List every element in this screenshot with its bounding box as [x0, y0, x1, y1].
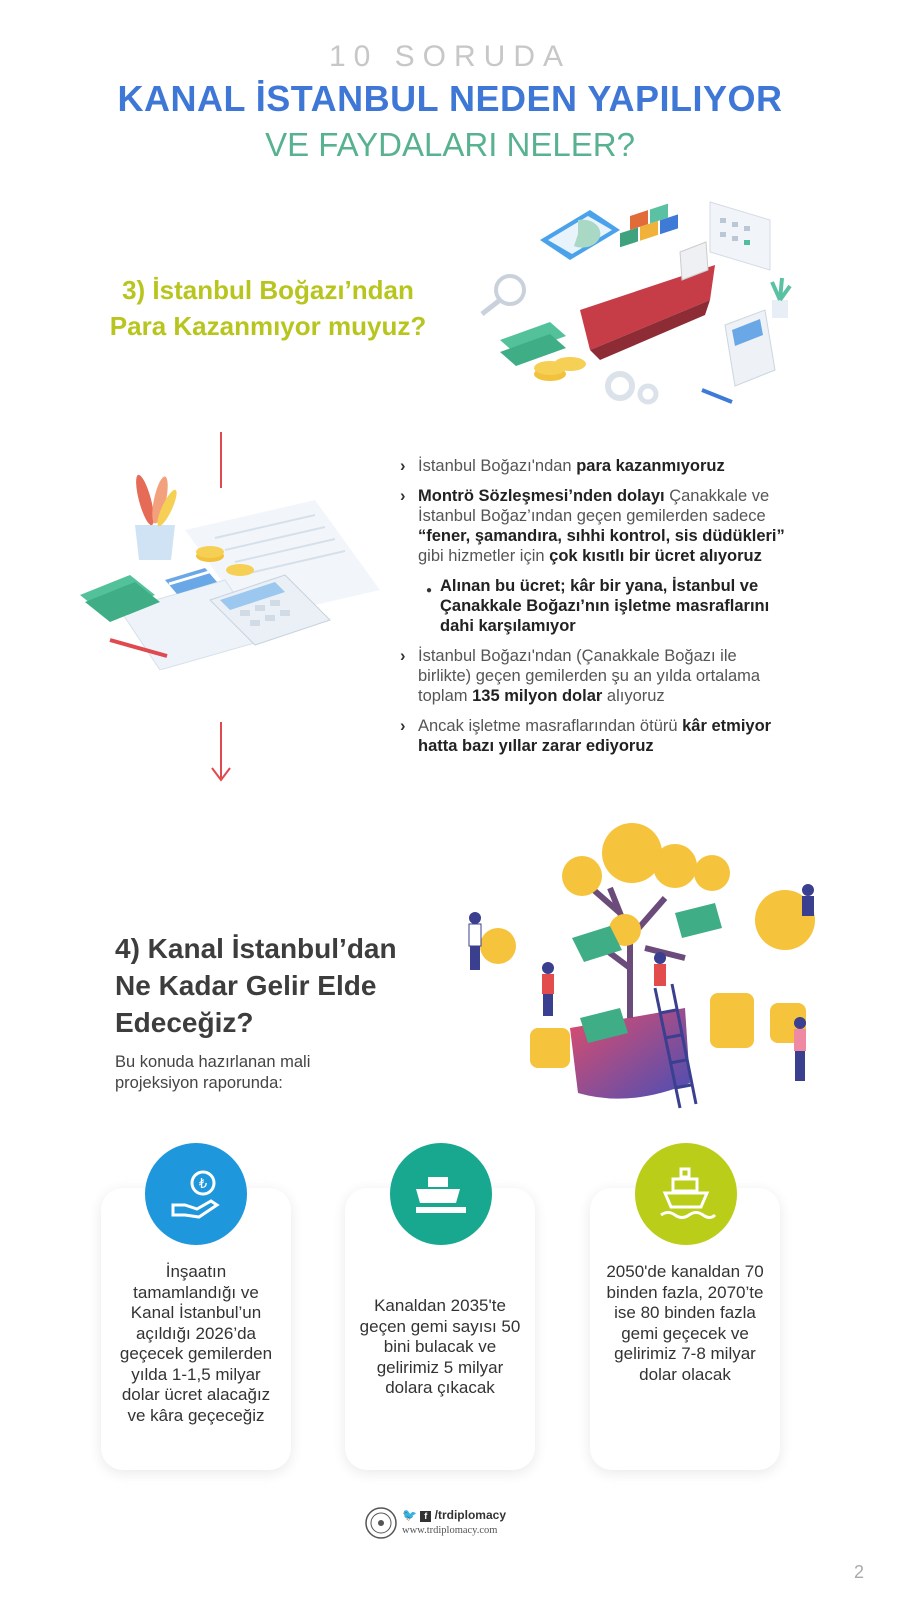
page-number: 2	[853, 1562, 864, 1582]
website-link[interactable]: www.trdiplomacy.com	[402, 1525, 498, 1536]
logo-seal-icon	[364, 1506, 398, 1540]
calculator-icon	[725, 310, 775, 386]
bullet-4: › İstanbul Boğazı'ndan (Çanakkale Boğazı ile birlikte) geçen gemilerden şu an yılda ortalama toplam 135 milyon dolar alıyoruz	[400, 647, 761, 705]
section3-title-line1: 3) İstanbul Boğazı’ndan	[122, 275, 414, 305]
cash-icon	[500, 322, 586, 381]
magnifier-icon	[482, 276, 524, 314]
section4-title-line2: Ne Kadar Gelir Elde	[115, 970, 377, 1001]
money-tree-illustration	[460, 818, 840, 1118]
ship-icon	[390, 1143, 492, 1245]
section4-title-line1: 4) Kanal İstanbul’dan	[115, 933, 397, 964]
svg-text:₺: ₺	[198, 1177, 208, 1192]
section3-title	[88, 272, 448, 344]
cargo-ship-illustration	[470, 190, 810, 415]
pencil-cup-icon	[132, 473, 180, 560]
page-title: KANAL İSTANBUL NEDEN YAPILIYOR	[117, 78, 783, 119]
section4-title-line3: Edeceğiz?	[115, 1007, 254, 1038]
stat-card-3-text: 2050'de kanaldan 70 binden fazla, 2070’te ise 80 binden fazla gemi geçecek ve gelirimiz 7-8 milyar dolar olacak	[606, 1262, 764, 1384]
gear-icon	[608, 374, 656, 402]
lira-hand-icon	[145, 1143, 247, 1245]
tablet-chart-icon	[540, 210, 620, 260]
cruise-ship-icon	[635, 1143, 737, 1245]
footer	[364, 1506, 544, 1542]
section4-intro: Bu konuda hazırlanan mali projeksiyon raporunda:	[115, 1053, 311, 1092]
bullet-1: › İstanbul Boğazı'ndan para kazanmıyoruz	[400, 457, 725, 475]
twitter-icon[interactable]: 🐦	[402, 1508, 417, 1522]
calculator-desk-illustration	[75, 470, 385, 670]
plant-icon	[772, 278, 790, 318]
page-subtitle: VE FAYDALARI NELER?	[265, 126, 635, 163]
coin-icon	[480, 823, 815, 964]
section3-title-line2: Para Kazanmıyor muyuz?	[109, 311, 427, 341]
social-handle[interactable]: /trdiplomacy	[434, 1508, 506, 1522]
header	[0, 40, 900, 164]
bullet-3: ● Alınan bu ücret; kâr bir yana, İstanbul ve Çanakkale Boğazı’nın işletme masraflarını dahi karşılamıyor	[426, 577, 770, 635]
stat-card-1-text: İnşaatın tamamlandığı ve Kanal İstanbul’un açıldığı 2026’da geçecek gemilerden yılda 1-1,5 milyar dolar ücret alacağız ve kâra geçeceğiz	[119, 1262, 273, 1425]
section4-title	[115, 930, 445, 1041]
section3-bullets	[400, 456, 790, 766]
calendar-icon	[710, 202, 770, 270]
facebook-icon[interactable]: f	[420, 1511, 431, 1522]
bullet-2: › Montrö Sözleşmesi’nden dolayı Çanakkale ve İstanbul Boğaz’ından geçen gemilerden sadece “fener, şamandıra, sıhhi kontrol, sis düdükleri” gibi hizmetler için çok kısıtlı bir ücret alıyoruz	[400, 487, 785, 565]
stat-card-2-text: Kanaldan 2035'te geçen gemi sayısı 50 bini bulacak ve gelirimiz 5 milyar dolara çıkacak	[359, 1296, 521, 1397]
pen-icon	[702, 390, 732, 402]
bullet-5: › Ancak işletme masraflarından ötürü kâr etmiyor hatta bazı yıllar zarar ediyoruz	[400, 717, 772, 755]
kicker: 10 SORUDA	[328, 40, 572, 73]
